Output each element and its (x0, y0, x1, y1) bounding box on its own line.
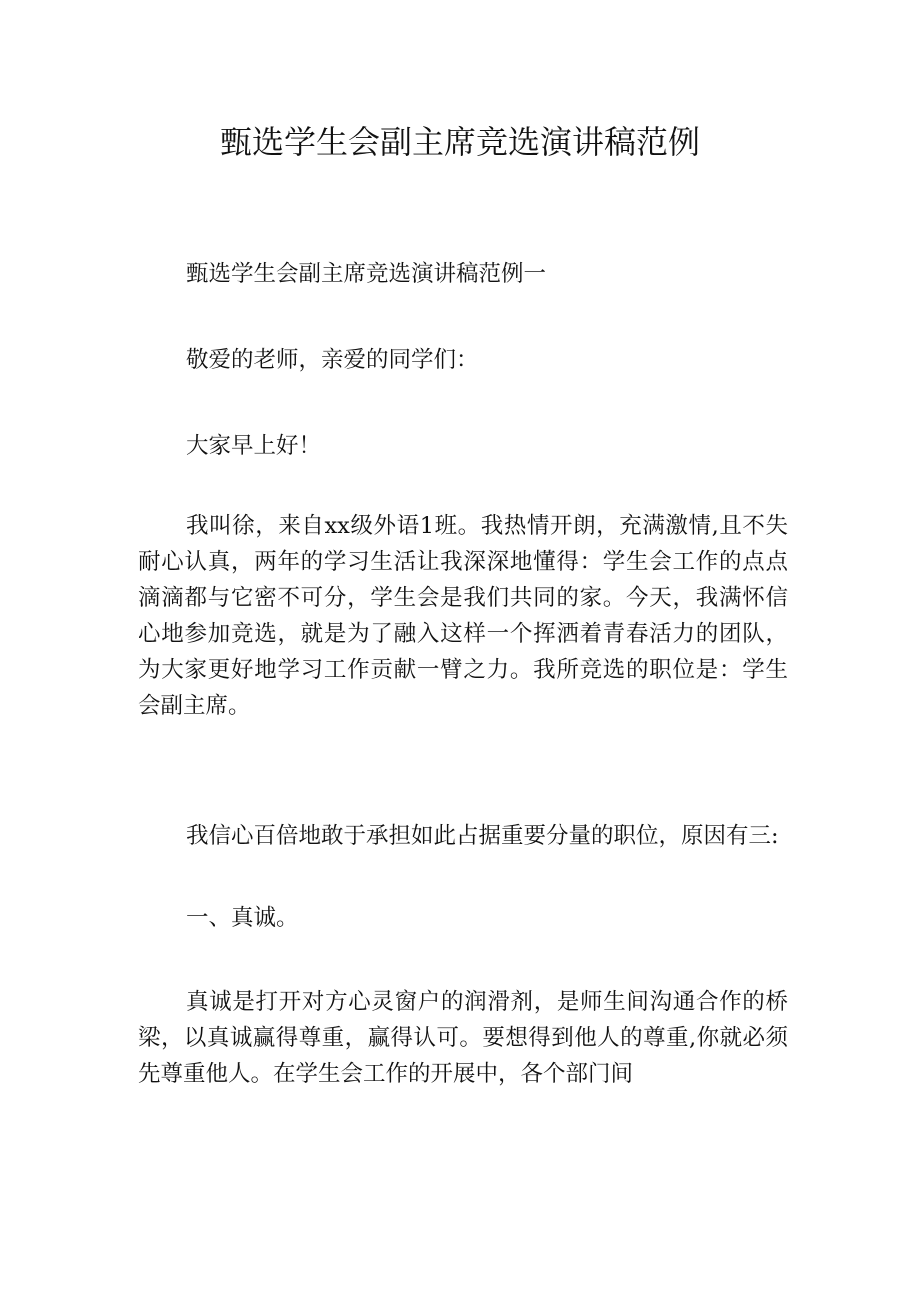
document-title: 甄选学生会副主席竞选演讲稿范例 (219, 123, 700, 161)
section-heading-sincerity: 一、真诚。 (186, 905, 299, 931)
subtitle-paragraph: 甄选学生会副主席竞选演讲稿范例一 (186, 261, 547, 287)
reasons-paragraph: 我信心百倍地敢于承担如此占据重要分量的职位，原因有三: (186, 823, 779, 849)
salutation-paragraph: 敬爱的老师，亲爱的同学们： (186, 347, 479, 373)
intro-paragraph: 我叫徐，来自xx级外语1班。我热情开朗，充满激情,且不失耐心认真，两年的学习生活让我深深地懂得：学生会工作的点点滴滴都与它密不可分，学生会是我们共同的家。今天，我满怀信心地参加竞选，就是为了融入这样一个挥洒着青春活力的团队，为大家更好地学习工作贡献一臂之力。我所竞选的职位是：学生会副主席。 (138, 513, 788, 719)
sincerity-paragraph: 真诚是打开对方心灵窗户的润滑剂，是师生间沟通合作的桥梁，以真诚赢得尊重，赢得认可。要想得到他人的尊重,你就必须先尊重他人。在学生会工作的开展中，各个部门间 (138, 989, 788, 1087)
greeting-paragraph: 大家早上好！ (186, 433, 322, 459)
